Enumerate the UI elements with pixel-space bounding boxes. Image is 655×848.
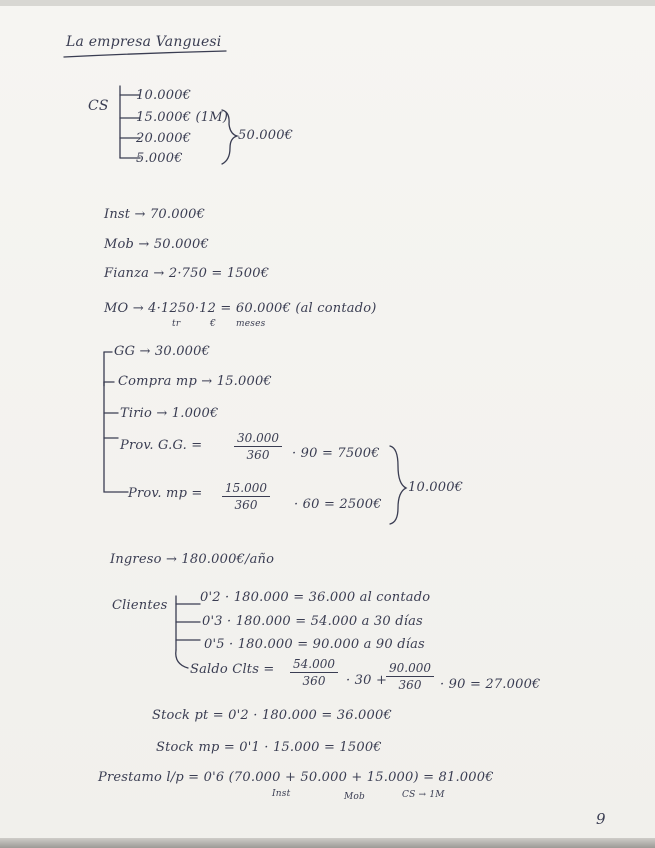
- mo-sub-3: meses: [236, 319, 266, 329]
- page-title: La empresa Vanguesi: [66, 34, 222, 50]
- prov-mp-label: Prov. mp =: [128, 486, 203, 501]
- prestamo-sub-inst: Inst: [272, 789, 291, 799]
- stock-mp-line: Stock mp = 0'1 · 15.000 = 1500€: [156, 740, 382, 755]
- cs-item-4: 5.000€: [136, 151, 183, 166]
- saldo-mid: · 30 +: [346, 673, 388, 688]
- saldo-fraction-2: [386, 660, 434, 693]
- ingreso-line: Ingreso → 180.000€/año: [110, 552, 275, 567]
- prov-gg-label: Prov. G.G. =: [120, 438, 203, 453]
- prestamo-sub-cs: CS → 1M: [402, 790, 445, 800]
- prestamo-line: Prestamo l/p = 0'6 (70.000 + 50.000 + 15.000) = 81.000€: [98, 770, 494, 785]
- compra-line: Compra mp → 15.000€: [118, 374, 272, 389]
- cs-item-3: 20.000€: [136, 131, 192, 146]
- cs-item-2: 15.000€ (1M): [136, 110, 229, 125]
- prov-gg-den: 360: [246, 448, 270, 462]
- cs-item-1: 10.000€: [136, 88, 192, 103]
- stock-pt-line: Stock pt = 0'2 · 180.000 = 36.000€: [152, 708, 392, 723]
- prov-mp-result: · 60 = 2500€: [294, 497, 382, 512]
- prov-mp-fraction: [222, 480, 270, 513]
- prov-gg-num: 30.000: [234, 430, 282, 447]
- cs-label: CS: [88, 98, 109, 114]
- saldo-f1-den: 360: [302, 674, 326, 688]
- provisiones-total: 10.000€: [408, 480, 464, 495]
- mo-line: MO → 4·1250·12 = 60.000€ (al contado): [104, 301, 377, 316]
- prov-gg-fraction: [234, 430, 282, 463]
- clientes-line-3: 0'5 · 180.000 = 90.000 a 90 días: [204, 637, 425, 652]
- inst-line: Inst → 70.000€: [104, 207, 206, 222]
- prov-gg-result: · 90 = 7500€: [292, 446, 380, 461]
- mo-sub-2: €: [210, 319, 216, 329]
- clientes-label: Clientes: [112, 598, 168, 613]
- gg-line: GG → 30.000€: [114, 344, 211, 359]
- cs-total: 50.000€: [238, 128, 294, 143]
- page-number: 9: [596, 810, 606, 828]
- saldo-f2-den: 360: [398, 678, 422, 692]
- fianza-line: Fianza → 2·750 = 1500€: [104, 266, 270, 281]
- tirio-line: Tirio → 1.000€: [120, 406, 219, 421]
- saldo-result: · 90 = 27.000€: [440, 677, 541, 692]
- prov-mp-num: 15.000: [222, 480, 270, 497]
- clientes-line-1: 0'2 · 180.000 = 36.000 al contado: [200, 590, 431, 605]
- page-bottom-edge: [0, 838, 655, 848]
- saldo-f1-num: 54.000: [290, 656, 338, 673]
- mo-sub-1: tr: [172, 319, 181, 329]
- saldo-f2-num: 90.000: [386, 660, 434, 677]
- prov-mp-den: 360: [234, 498, 258, 512]
- saldo-fraction-1: [290, 656, 338, 689]
- prestamo-sub-mob: Mob: [344, 792, 365, 802]
- clientes-line-2: 0'3 · 180.000 = 54.000 a 30 días: [202, 614, 423, 629]
- saldo-label: Saldo Clts =: [190, 662, 275, 677]
- mob-line: Mob → 50.000€: [104, 237, 209, 252]
